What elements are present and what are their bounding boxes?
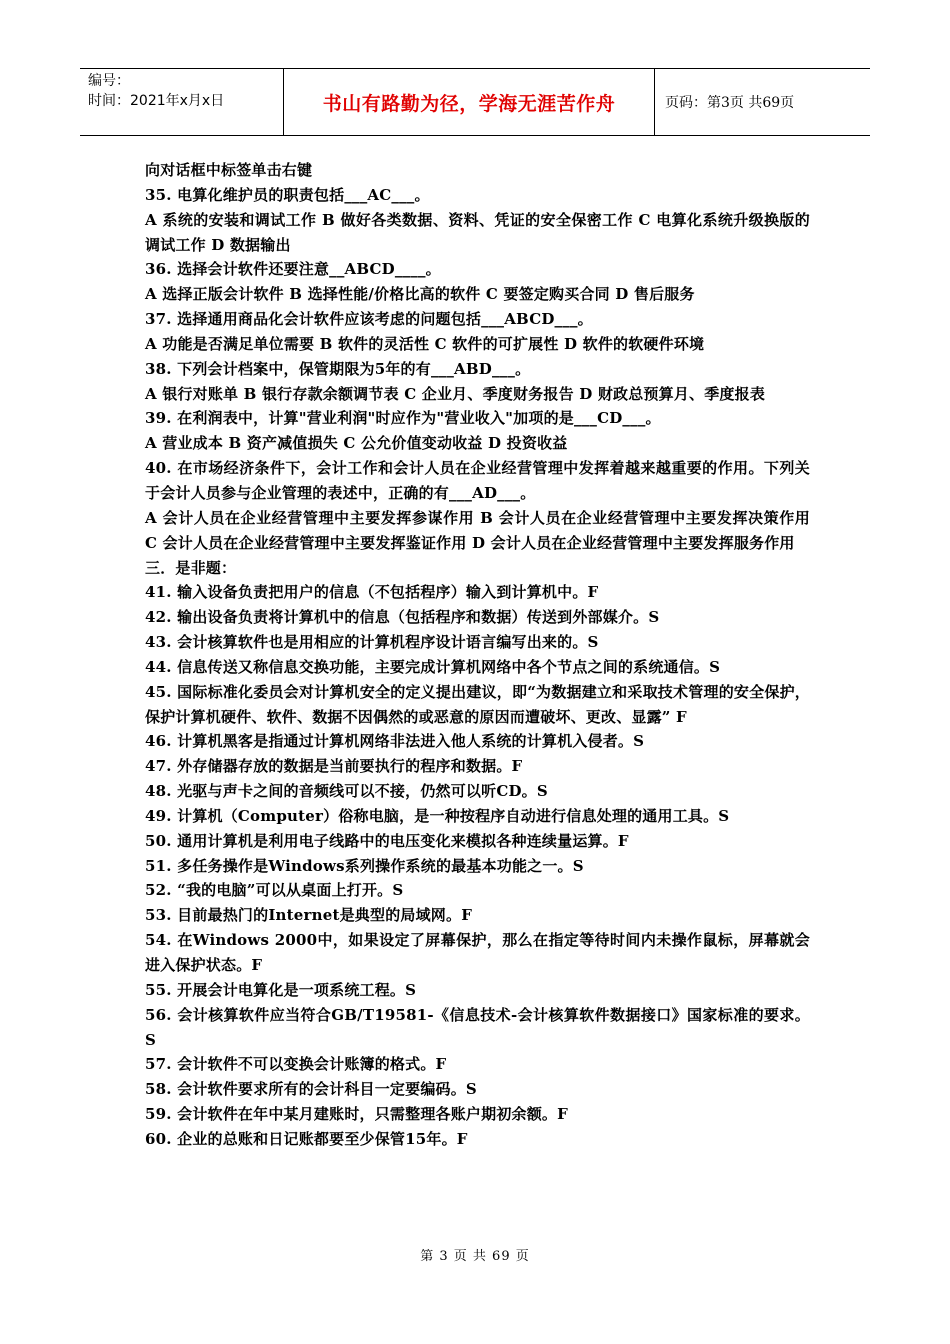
question-54: 54. 在Windows 2000中，如果设定了屏幕保护，那么在指定等待时间内未操作鼠标，屏幕就会进入保护状态。F [145,931,810,974]
page-footer [0,1245,950,1264]
question-60: 60. 企业的总账和日记账都要至少保管15年。F [145,1129,468,1148]
question-39: 39. 在利润表中，计算"营业利润"时应作为"营业收入"加项的是___CD___。 [145,409,661,428]
options-37: A 功能是否满足单位需要 B 软件的灵活性 C 软件的可扩展性 D 软件的软硬件环境 [145,334,705,353]
question-38: 38. 下列会计档案中，保管期限为5年的有___ABD___。 [145,359,531,378]
question-55: 55. 开展会计电算化是一项系统工程。S [145,980,417,999]
question-56: 56. 会计核算软件应当符合GB/T19581-《信息技术-会计核算软件数据接口》国家标准的要求。S [145,1005,810,1049]
question-35: 35. 电算化维护员的职责包括___AC___。 [145,185,430,204]
header-motto: 书山有路勤为径，学海无涯苦作舟 [322,92,616,115]
question-42: 42. 输出设备负责将计算机中的信息（包括程序和数据）传送到外部媒介。S [145,608,660,627]
document-body [145,158,810,1152]
question-58: 58. 会计软件要求所有的会计科目一定要编码。S [145,1080,477,1099]
question-48: 48. 光驱与声卡之间的音频线可以不接，仍然可以听CD。S [145,782,548,801]
document-date-label: 时间：2021年x月x日 [88,93,225,109]
question-43: 43. 会计核算软件也是用相应的计算机程序设计语言编写出来的。S [145,633,599,652]
question-40: 40. 在市场经济条件下，会计工作和会计人员在企业经营管理中发挥着越来越重要的作用。下列关于会计人员参与企业管理的表述中，正确的有___AD___。 [145,459,810,502]
question-47: 47. 外存储器存放的数据是当前要执行的程序和数据。F [145,757,523,776]
question-37: 37. 选择通用商品化会计软件应该考虑的问题包括___ABCD___。 [145,310,593,329]
question-46: 46. 计算机黑客是指通过计算机网络非法进入他人系统的计算机入侵者。S [145,732,645,751]
question-51: 51. 多任务操作是Windows系列操作系统的最基本功能之一。S [145,856,584,875]
section-heading: 三．是非题： [145,558,237,577]
footer-page-number: 第 3 页 共 69 页 [420,1249,530,1264]
header-page-cell [655,69,870,135]
question-57: 57. 会计软件不可以变换会计账簿的格式。F [145,1055,447,1074]
options-39: A 营业成本 B 资产减值损失 C 公允价值变动收益 D 投资收益 [145,434,568,453]
header-motto-cell [283,69,655,135]
header-meta-cell [80,69,283,135]
question-52: 52. “我的电脑”可以从桌面上打开。S [145,881,404,900]
options-40: A 会计人员在企业经营管理中主要发挥参谋作用 B 会计人员在企业经营管理中主要发挥决策作用 C 会计人员在企业经营管理中主要发挥鉴证作用 D 会计人员在企业经营管理中主要发挥服务作用 [145,508,810,552]
question-36: 36. 选择会计软件还要注意__ABCD____。 [145,260,441,279]
question-45: 45. 国际标准化委员会对计算机安全的定义提出建议，即“为数据建立和采取技术管理的安全保护，保护计算机硬件、软件、数据不因偶然的或恶意的原因而遭破坏、更改、显露” F [145,682,810,726]
header-page-label: 页码：第3页 共69页 [665,95,795,111]
options-38: A 银行对账单 B 银行存款余额调节表 C 企业月、季度财务报告 D 财政总预算月、季度报表 [145,384,766,403]
options-36: A 选择正版会计软件 B 选择性能/价格比高的软件 C 要签定购买合同 D 售后服务 [145,285,695,304]
question-53: 53. 目前最热门的Internet是典型的局域网。F [145,906,473,925]
question-44: 44. 信息传送又称信息交换功能，主要完成计算机网络中各个节点之间的系统通信。S [145,657,721,676]
options-35: A 系统的安装和调试工作 B 做好各类数据、资料、凭证的安全保密工作 C 电算化系统升级换版的调试工作 D 数据输出 [145,210,810,254]
page-header [80,68,870,136]
question-50: 50. 通用计算机是利用电子线路中的电压变化来模拟各种连续量运算。F [145,831,629,850]
document-number-label: 编号： [88,73,130,89]
question-59: 59. 会计软件在年中某月建账时，只需整理各账户期初余额。F [145,1105,568,1124]
question-41: 41. 输入设备负责把用户的信息（不包括程序）输入到计算机中。F [145,583,599,602]
text-line: 向对话框中标签单击右键 [145,161,313,179]
question-49: 49. 计算机（Computer）俗称电脑，是一种按程序自动进行信息处理的通用工具。S [145,806,730,825]
